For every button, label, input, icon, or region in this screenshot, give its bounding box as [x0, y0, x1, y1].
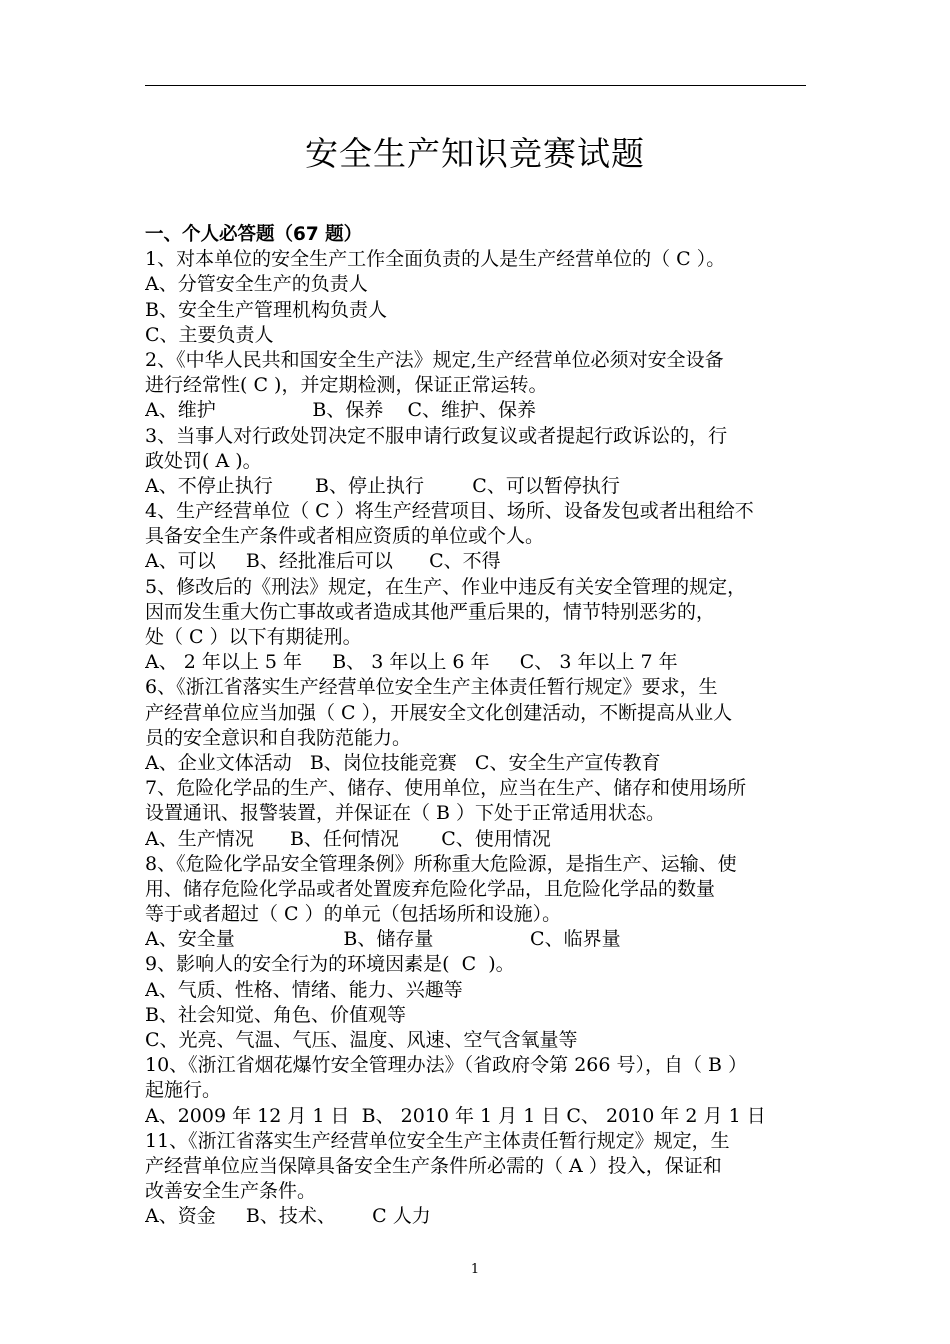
text-line: 起施行。: [145, 1079, 222, 1102]
document-title: 安全生产知识竞赛试题: [305, 134, 645, 173]
text-line: 等于或者超过（ C ）的单元（包括场所和设施）。: [145, 903, 562, 926]
text-line: C、主要负责人: [145, 323, 274, 346]
text-line: 8、《危险化学品安全管理条例》所称重大危险源，是指生产、运输、使: [145, 852, 737, 875]
text-line: 处（ C ）以下有期徒刑。: [145, 626, 362, 648]
text-line: A、2009 年 12 月 1 日 B、 2010 年 1 月 1 日 C、 2010 年 2 月 1 日: [145, 1104, 766, 1127]
text-line: 2、《中华人民共和国安全生产法》规定,生产经营单位必须对安全设备: [145, 348, 724, 371]
text-line: 具备安全生产条件或者相应资质的单位或个人。: [145, 525, 545, 548]
text-line: 产经营单位应当加强（ C ），开展安全文化创建活动，不断提高从业人: [145, 701, 733, 724]
text-line: 9、影响人的安全行为的环境因素是( C )。: [145, 953, 515, 976]
header-rule: [145, 85, 806, 86]
page-number: 1: [470, 1262, 480, 1277]
text-line: A、不停止执行 B、停止执行 C、可以暂停执行: [145, 474, 620, 497]
document-body: [145, 222, 810, 1230]
section-heading: 一、个人必答题（67 题）: [145, 224, 363, 245]
text-line: 5、修改后的《刑法》规定，在生产、作业中违反有关安全管理的规定，: [145, 575, 747, 598]
question-list: [145, 247, 810, 1229]
text-line: A、分管安全生产的负责人: [145, 273, 368, 296]
text-line: 6、《浙江省落实生产经营单位安全生产主体责任暂行规定》要求，生: [145, 676, 718, 699]
text-line: 用、储存危险化学品或者处置废弃危险化学品，且危险化学品的数量: [145, 877, 716, 900]
text-line: 11、《浙江省落实生产经营单位安全生产主体责任暂行规定》规定，生: [145, 1129, 730, 1152]
text-line: A、可以 B、经批准后可以 C、不得: [145, 550, 501, 573]
text-line: A、气质、性格、情绪、能力、兴趣等: [145, 978, 463, 1001]
text-line: A、企业文体活动 B、岗位技能竞赛 C、安全生产宣传教育: [145, 751, 661, 774]
text-line: 产经营单位应当保障具备安全生产条件所必需的（ A ）投入，保证和: [145, 1154, 722, 1177]
text-line: 4、生产经营单位（ C ）将生产经营项目、场所、设备发包或者出租给不: [145, 500, 754, 523]
text-line: A、 2 年以上 5 年 B、 3 年以上 6 年 C、 3 年以上 7 年: [145, 651, 678, 674]
text-line: 3、当事人对行政处罚决定不服申请行政复议或者提起行政诉讼的，行: [145, 424, 728, 447]
text-line: 因而发生重大伤亡事故或者造成其他严重后果的，情节特别恶劣的，: [145, 600, 716, 623]
text-line: 政处罚( A )。: [145, 449, 262, 472]
text-line: A、资金 B、技术、 C 人力: [145, 1205, 431, 1228]
text-line: 10、《浙江省烟花爆竹安全管理办法》（省政府令第 266 号），自（ B ）: [145, 1054, 748, 1077]
text-line: C、光亮、气温、气压、温度、风速、空气含氧量等: [145, 1029, 578, 1051]
text-line: B、安全生产管理机构负责人: [145, 298, 387, 321]
text-line: 改善安全生产条件。: [145, 1180, 317, 1203]
text-line: 设置通讯、报警装置，并保证在（ B ）下处于正常适用状态。: [145, 802, 666, 825]
text-line: B、社会知觉、角色、价值观等: [145, 1003, 406, 1026]
text-line: A、安全量 B、储存量 C、临界量: [145, 928, 621, 951]
text-line: 1、对本单位的安全生产工作全面负责的人是生产经营单位的（ C ）。: [145, 248, 726, 271]
text-line: 7、危险化学品的生产、储存、使用单位，应当在生产、储存和使用场所: [145, 777, 747, 800]
text-line: 员的安全意识和自我防范能力。: [145, 726, 412, 749]
text-line: A、维护 B、保养 C、维护、保养: [145, 399, 537, 422]
text-line: A、生产情况 B、任何情况 C、使用情况: [145, 827, 551, 850]
text-line: 进行经常性( C )，并定期检测，保证正常运转。: [145, 374, 548, 397]
